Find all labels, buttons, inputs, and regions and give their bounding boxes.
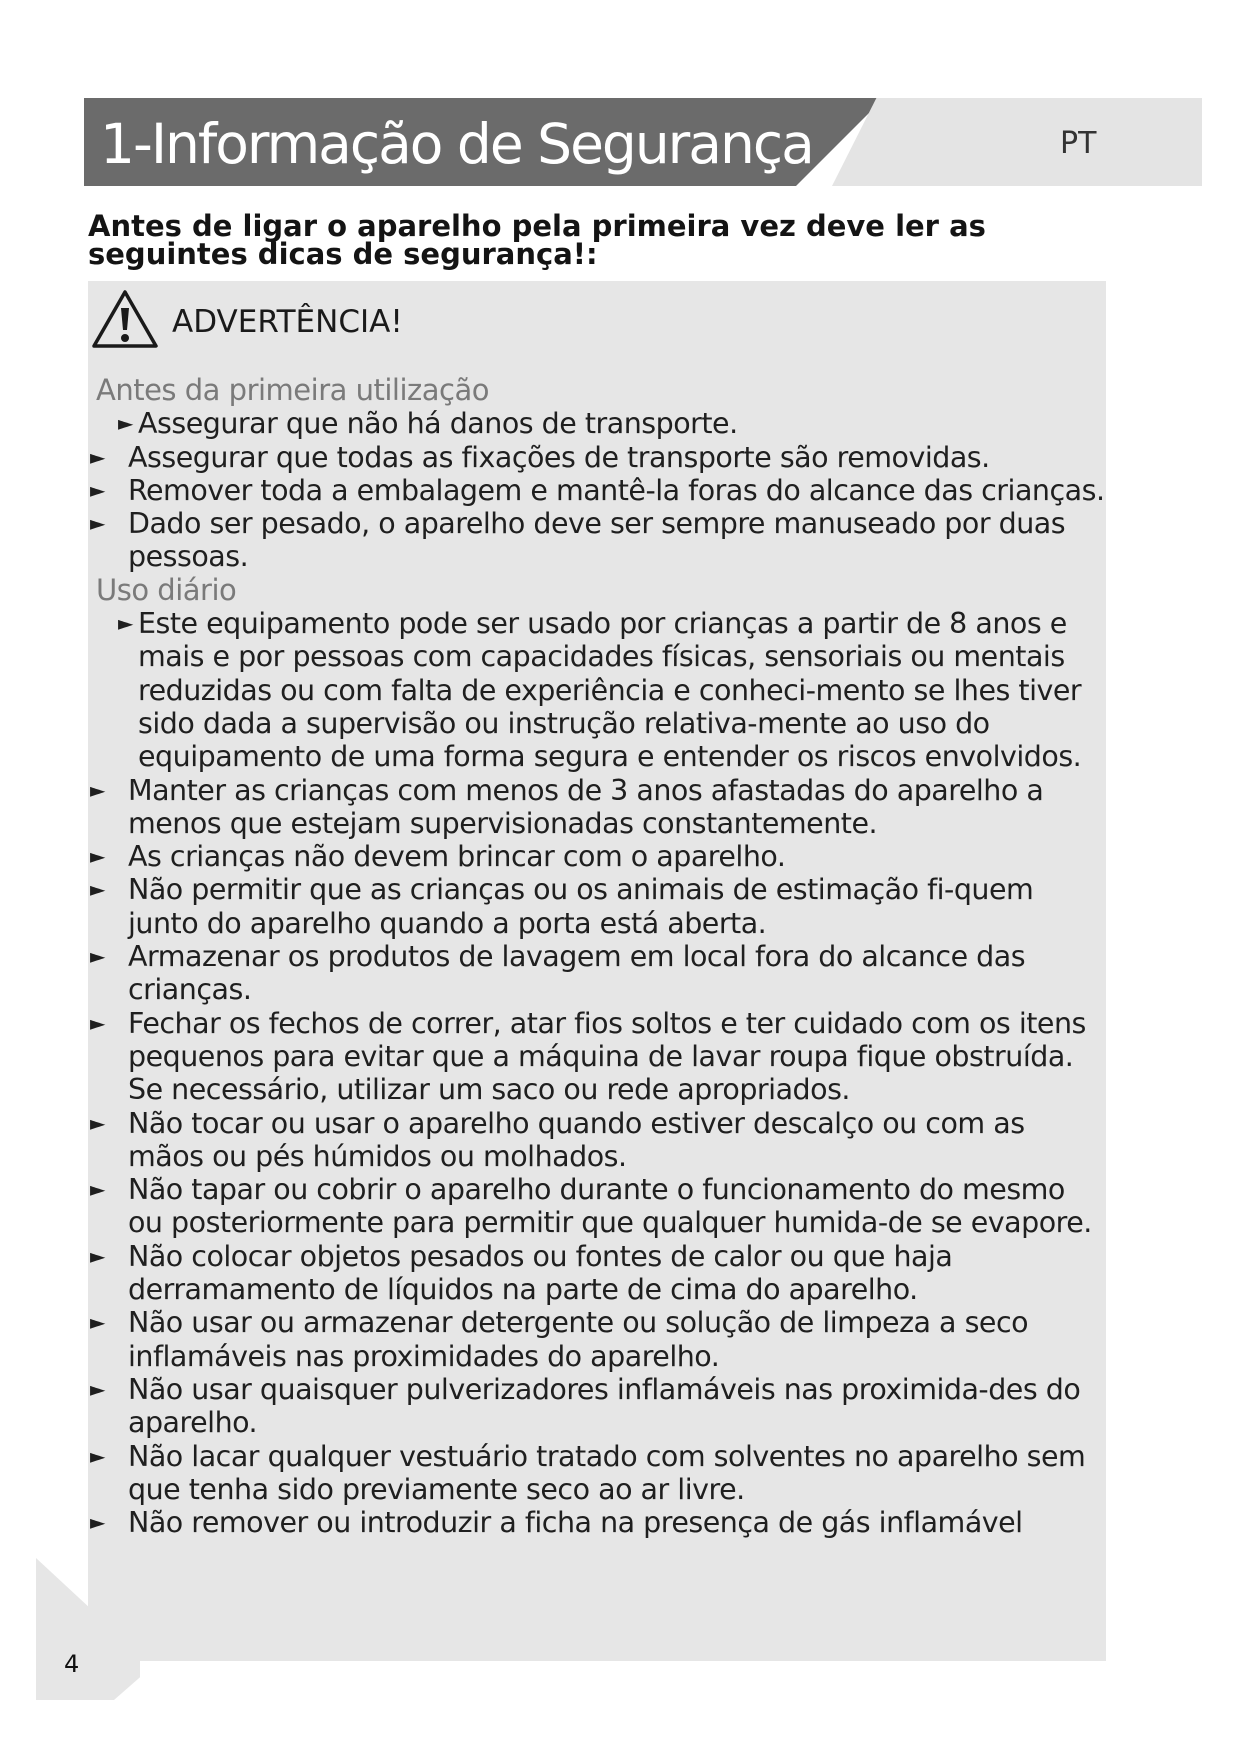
bullet-arrow-icon: ► [118,411,133,436]
bullet-arrow-icon: ► [90,944,105,969]
list-item: ► Manter as crianças com menos de 3 anos afastadas do aparelho a menos que estejam supervisionadas constantemente. [90,773,1044,840]
bullet-arrow-icon: ► [90,1110,105,1135]
bullet-arrow-icon: ► [90,1376,105,1401]
bullet-arrow-icon: ► [90,844,105,869]
warning-title: ADVERTÊNCIA! [172,304,403,340]
bullet-arrow-icon: ► [90,877,105,902]
bullet-arrow-icon: ► [90,511,105,536]
list-item: ► Dado ser pesado, o aparelho deve ser sempre manuseado por duas pessoas. [90,507,1066,574]
list-item: ► Assegurar que não há danos de transporte. [118,407,738,441]
list-item: ► Assegurar que todas as fixações de transporte são removidas. [90,440,990,474]
list-item: ► Não usar quaisquer pulverizadores inflamáveis nas proximida-des do aparelho. [90,1372,1081,1440]
list-item: ► Não colocar objetos pesados ou fontes de calor ou que haja derramamento de líquidos na parte de cima do aparelho. [90,1239,953,1307]
bullet-arrow-icon: ► [90,1443,105,1468]
section-title-daily-use: Uso diário [96,572,237,607]
bullet-arrow-icon: ► [90,1177,105,1202]
language-code: PT [1060,126,1097,161]
list-item: ► Não tapar ou cobrir o aparelho durante o funcionamento do mesmo ou posteriormente para permitir que qualquer humida-de se evapore. [90,1173,1092,1240]
header-language-band [832,98,1202,186]
section-title-first-use: Antes da primeira utilização [96,373,489,407]
list-item: ► Não lacar qualquer vestuário tratado com solventes no aparelho sem que tenha sido previamente seco ao ar livre. [90,1439,1086,1506]
safety-content [88,374,1106,1539]
list-item: ► Este equipamento pode ser usado por crianças a partir de 8 anos e mais e por pessoas com capacidades físicas, sensoriais ou mentais reduzidas ou com falta de experiência e conheci-mento se lhes tiver sido dada a supervisão ou instrução relativa-mente ao uso do equipamento de uma forma segura e entender os riscos envolvidos. [118,607,1082,774]
list-item: ► Não tocar ou usar o aparelho quando estiver descalço ou com as mãos ou pés húmidos ou molhados. [90,1106,1025,1173]
bullet-arrow-icon: ► [90,1510,105,1535]
list-item: ► As crianças não devem brincar com o aparelho. [90,840,786,874]
list-item: ► Não permitir que as crianças ou os animais de estimação fi-quem junto do aparelho quando a porta está aberta. [90,873,1034,940]
list-item: ► Não remover ou introduzir a ficha na presença de gás inflamável [90,1506,1023,1540]
bullet-arrow-icon: ► [90,1243,105,1268]
bullet-arrow-icon: ► [90,777,105,802]
bullet-arrow-icon: ► [90,444,105,469]
intro-text: Antes de ligar o aparelho pela primeira vez deve ler as seguintes dicas de segurança!: [88,209,986,271]
list-item: ► Fechar os fechos de correr, atar fios soltos e ter cuidado com os itens pequenos para evitar que a máquina de lavar roupa fique obstruída. Se necessário, utilizar um saco ou rede apropriados. [90,1006,1086,1107]
bullet-arrow-icon: ► [90,1310,105,1335]
warning-triangle-icon [90,288,160,350]
bullet-arrow-icon: ► [90,1010,105,1035]
list-item: ► Não usar ou armazenar detergente ou solução de limpeza a seco inflamáveis nas proximidades do aparelho. [90,1306,1029,1373]
bullet-arrow-icon: ► [90,477,105,502]
list-item: ► Armazenar os produtos de lavagem em local fora do alcance das crianças. [90,940,1026,1007]
list-item: ► Remover toda a embalagem e mantê-la foras do alcance das crianças. [90,473,1105,507]
bullet-arrow-icon: ► [118,611,133,636]
page-number: 4 [64,1650,80,1678]
page-title: 1-Informação de Segurança [100,112,813,176]
